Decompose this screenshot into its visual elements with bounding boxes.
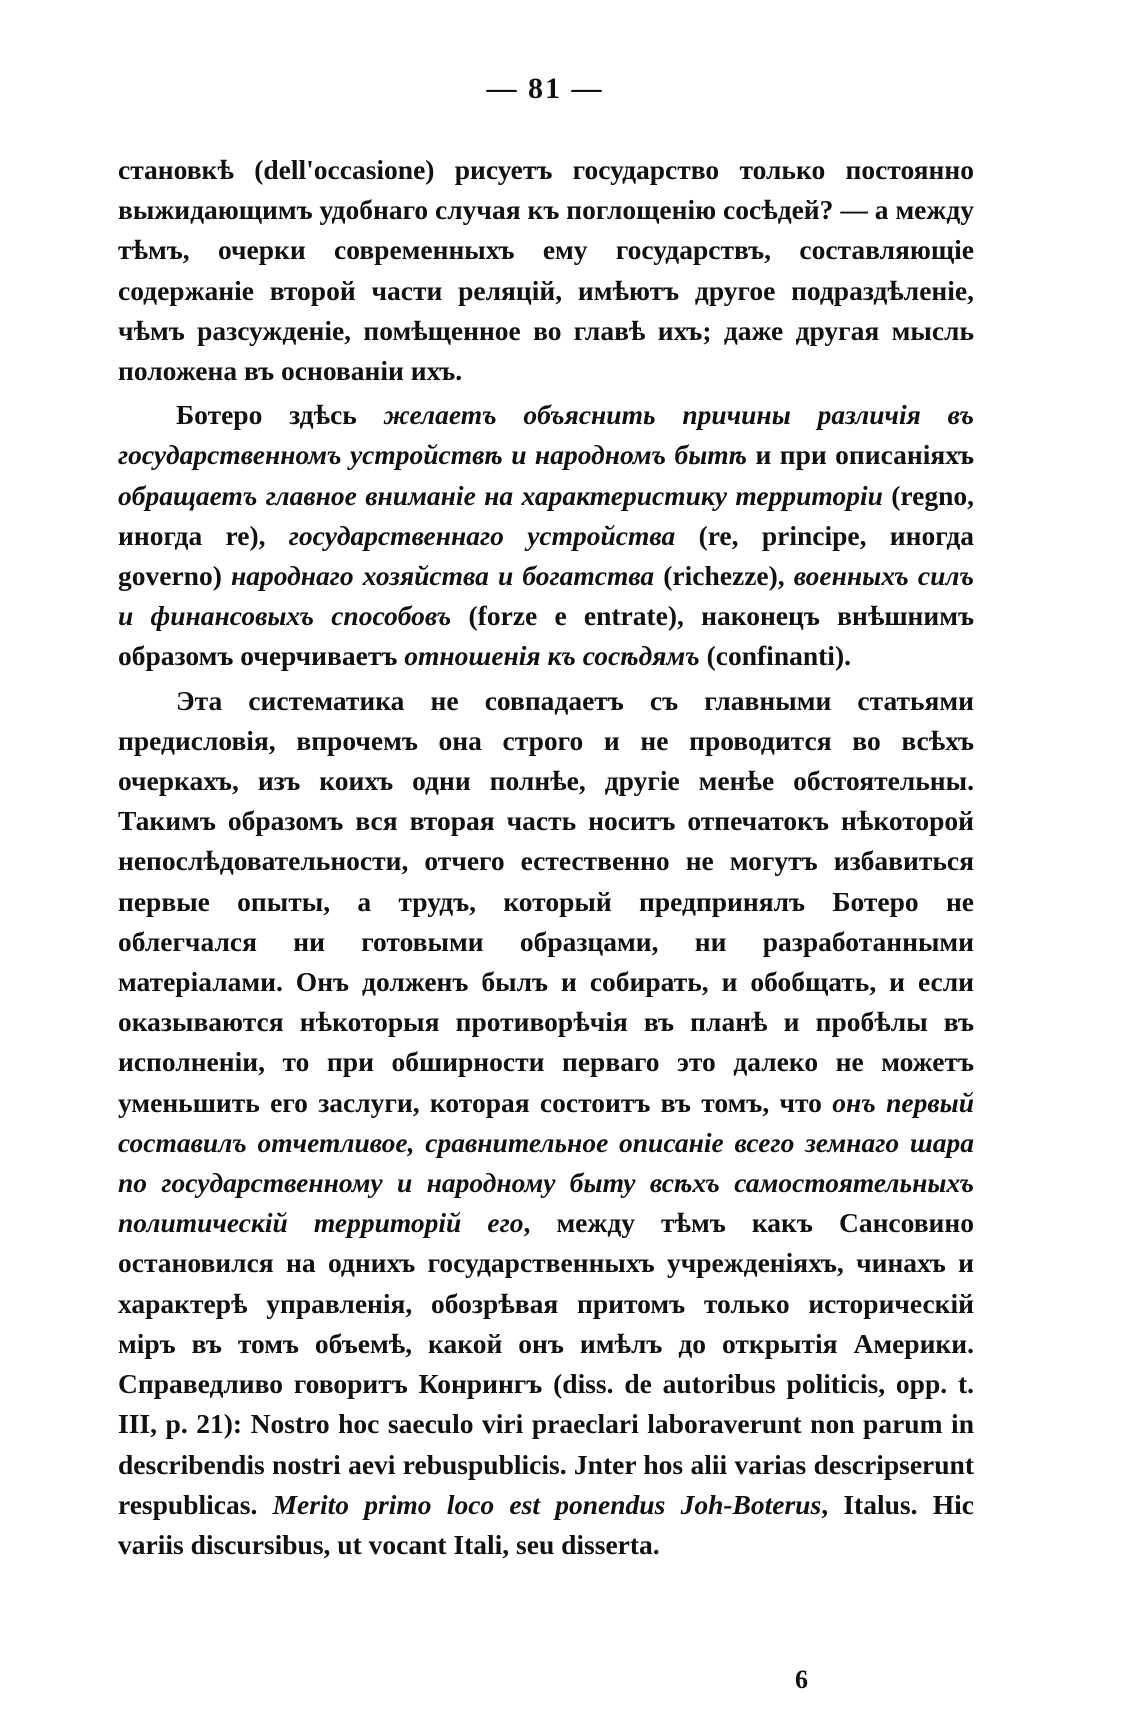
text-span: (forze e entrate), наконецъ внѣшнимъ образомъ очерчиваетъ [118,600,974,672]
italic-span: народнаго хозяйства и богатства [230,560,655,592]
italic-span: обращаетъ главное вниманіе на характеристику территоріи [118,479,883,511]
text-span: становкѣ (dell'occasione) рисуетъ государство только постоянно выжидающимъ удобнаго случая къ поглощенію сосѣдей? — а между тѣмъ, очерки современныхъ ему государствъ, составляющіе содержаніе второй части реляцій, имѣютъ другое подраздѣленіе, чѣмъ разсужденіе, помѣщенное во главѣ ихъ; даже другая мысль положена въ основаніи ихъ. [118,154,974,387]
text-span: и при описаніяхъ [747,439,974,471]
text-span: Эта систематика не совпадаетъ съ главными статьями предисловія, впрочемъ она строго и не проводится во всѣхъ очеркахъ, изъ коихъ одни полнѣе, другіе менѣе обстоятельны. Такимъ образомъ вся вторая часть носитъ отпечатокъ нѣкоторой непослѣдовательности, отчего естественно не могутъ избавиться первые опыты, а трудъ, который предпринялъ Ботеро не облегчался ни готовыми образцами, ни разработанными матеріалами. Онъ долженъ былъ и собирать, и обобщать, и если оказываются нѣкоторыя противорѣчія въ планѣ и пробѣлы въ исполненіи, то при обширности перваго это далеко не можетъ уменьшить его заслуги, которая состоитъ въ томъ, что [118,684,974,1118]
page-number: — 81 — [486,72,604,105]
italic-span: онъ первый составилъ отчетливое, сравнительное описаніе всего земнаго шара по государственному и народному быту всѣхъ самостоятельныхъ политическій территорій его [118,1086,974,1239]
paragraph [118,395,974,676]
italic-span: Merito primo loco est ponendus Joh-Boterus [272,1488,822,1520]
text-span: , Italus. Hic variis discursibus, ut vocant Itali, seu disserta. [118,1488,974,1560]
text-span: (regno, иногда re), [118,479,974,551]
text-span: , между тѣмъ какъ Сансовино остановился на однихъ государственныхъ учрежденіяхъ, чинахъ и характерѣ управленія, обозрѣвая притомъ только историческій міръ въ томъ объемѣ, какой онъ имѣлъ до открытія Америки. Справедливо говоритъ Конрингъ (diss. de autoribus politicis, opp. t. III, p. 21): Nostro hoc saeculo viri praeclari laboraverunt non parum in describendis nostri aevi rebuspublicis. Jnter hos alii varias descripserunt respublicas. [118,1207,974,1520]
italic-span: желаетъ объяснить причины различія въ государственномъ устройствѣ и народномъ бытѣ [118,399,974,471]
text-span: Ботеро здѣсь [176,399,384,431]
paragraph [118,150,974,391]
body-text [118,150,974,1565]
italic-span: военныхъ силъ и финансовыхъ способовъ [118,560,974,632]
paragraph [118,681,974,1565]
italic-span: отношенія къ сосѣдямъ [404,640,700,672]
text-span: (re, principe, иногда governo) [118,519,975,592]
text-span: (richezze), [654,560,794,592]
italic-span: государственнаго устройства [288,519,676,551]
signature-mark: 6 [795,1665,808,1694]
text-span: (confinanti). [699,640,851,672]
